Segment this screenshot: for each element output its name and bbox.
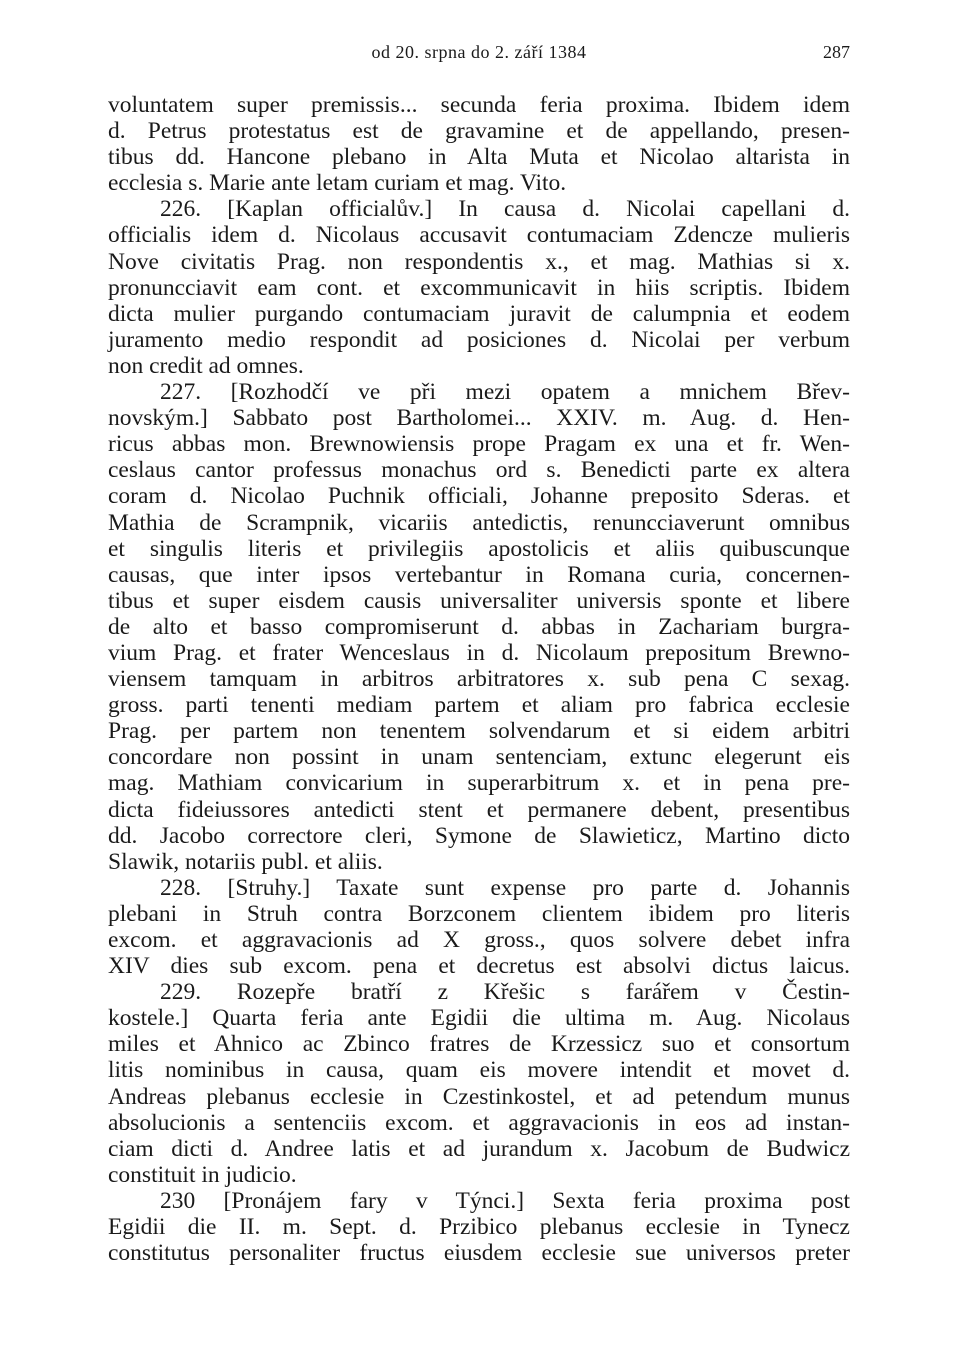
- text-line: 226. [Kaplan officialův.] In causa d. Nicolai capellani d.: [160, 196, 850, 223]
- text-line: ricus abbas mon. Brewnowiensis prope Pragam ex una et fr. Wen-: [108, 431, 850, 458]
- text-line: dicta mulier purgando contumaciam juravit de calumpnia et eodem: [108, 300, 850, 327]
- text-line: 228. [Struhy.] Taxate sunt expense pro parte d. Johannis: [160, 874, 850, 901]
- text-line: constituit in judicio.: [108, 1161, 297, 1188]
- text-line: Nove civitatis Prag. non respondentis x., et mag. Mathias si x.: [108, 248, 850, 275]
- page-number: 287: [823, 42, 850, 62]
- text-line: causas, que inter ipsos vertebantur in Romana curia, concernen-: [108, 561, 850, 588]
- text-line: tibus et super eisdem causis universaliter universis sponte et libere: [108, 587, 850, 614]
- text-line: dd. Jacobo correctore cleri, Symone de Slawieticz, Martino dicto: [108, 822, 850, 849]
- text-line: litis nominibus in causa, quam eis movere intendit et movet d.: [108, 1057, 850, 1084]
- text-line: et singulis literis et privilegiis apostolicis et aliis quibuscunque: [108, 535, 850, 562]
- text-line: Egidii die II. m. Sept. d. Przibico plebanus ecclesie in Tynecz: [108, 1214, 850, 1241]
- text-line: tibus dd. Hancone plebano in Alta Muta et Nicolao altarista in: [108, 144, 850, 171]
- text-line: gross. parti tenenti mediam partem et aliam pro fabrica ecclesie: [108, 692, 850, 719]
- text-line: mag. Mathiam convicarium in superarbitrum x. et in pena pre-: [108, 770, 850, 797]
- text-line: 229. Rozepře bratří z Křešic s farářem v Čestin-: [160, 979, 850, 1006]
- text-line: concordare non possint in unam sentenciam, extunc elegerunt eis: [108, 744, 850, 771]
- text-line: kostele.] Quarta feria ante Egidii die ultima m. Aug. Nicolaus: [108, 1005, 850, 1032]
- page-header: [108, 40, 850, 66]
- text-line: 227. [Rozhodčí ve při mezi opatem a mnichem Břev-: [160, 379, 850, 406]
- text-line: plebani in Struh contra Borzconem clientem ibidem pro literis: [108, 900, 850, 927]
- text-line: officialis idem d. Nicolaus accusavit contumaciam Zdencze mulieris: [108, 222, 850, 249]
- text-line: vium Prag. et frater Wenceslaus in d. Nicolaum prepositum Brewno-: [108, 639, 850, 666]
- text-line: pronuncciavit eam cont. et excommunicavit in hiis scriptis. Ibidem: [108, 274, 850, 301]
- text-line: ecclesia s. Marie ante letam curiam et mag. Vito.: [108, 170, 567, 197]
- text-line: novským.] Sabbato post Bartholomei... XXIV. m. Aug. d. Hen-: [108, 405, 850, 432]
- running-head: od 20. srpna do 2. září 1384: [371, 42, 587, 62]
- text-line: coram d. Nicolao Puchnik officiali, Johanne preposito Sderas. et: [108, 483, 850, 510]
- text-line: dicta fideiussores antedicti stent et permanere debent, presentibus: [108, 796, 850, 823]
- text-line: de alto et basso compromiserunt d. abbas in Zachariam burgra-: [108, 613, 850, 640]
- text-line: d. Petrus protestatus est de gravamine et de appellando, presen-: [108, 118, 850, 145]
- text-line: Slawik, notariis publ. et aliis.: [108, 848, 383, 875]
- text-line: ciam dicti d. Andree latis et ad jurandum x. Jacobum de Budwicz: [108, 1135, 850, 1162]
- text-line: XIV dies sub excom. pena et decretus est absolvi dictus laicus.: [108, 953, 850, 980]
- text-line: miles et Ahnico ac Zbinco fratres de Krzessicz suo et consortum: [108, 1031, 850, 1058]
- text-line: ceslaus cantor professus monachus ord s. Benedicti parte ex altera: [108, 457, 850, 484]
- text-line: Prag. per partem non tenentem solvendarum et si eidem arbitri: [108, 718, 850, 745]
- body-text: [108, 92, 850, 1266]
- text-line: absolucionis a sentenciis excom. et aggravacionis in eos ad instan-: [108, 1109, 850, 1136]
- text-line: constitutus personaliter fructus eiusdem ecclesie sue universos preter: [108, 1240, 850, 1267]
- text-line: excom. et aggravacionis ad X gross., quos solvere debet infra: [108, 927, 850, 953]
- text-line: Andreas plebanus ecclesie in Czestinkostel, et ad petendum munus: [108, 1083, 850, 1110]
- text-line: juramento medio respondit ad posiciones d. Nicolai per verbum: [108, 326, 850, 353]
- text-line: Mathia de Scrampnik, vicariis antedictis, renuncciaverunt omnibus: [108, 509, 850, 536]
- text-line: viensem tamquam in arbitros arbitratores x. sub pena C sexag.: [108, 666, 850, 693]
- text-line: non credit ad omnes.: [108, 352, 304, 379]
- text-line: voluntatem super premissis... secunda feria proxima. Ibidem idem: [108, 92, 850, 118]
- text-line: 230 [Pronájem fary v Týnci.] Sexta feria proxima post: [160, 1187, 850, 1214]
